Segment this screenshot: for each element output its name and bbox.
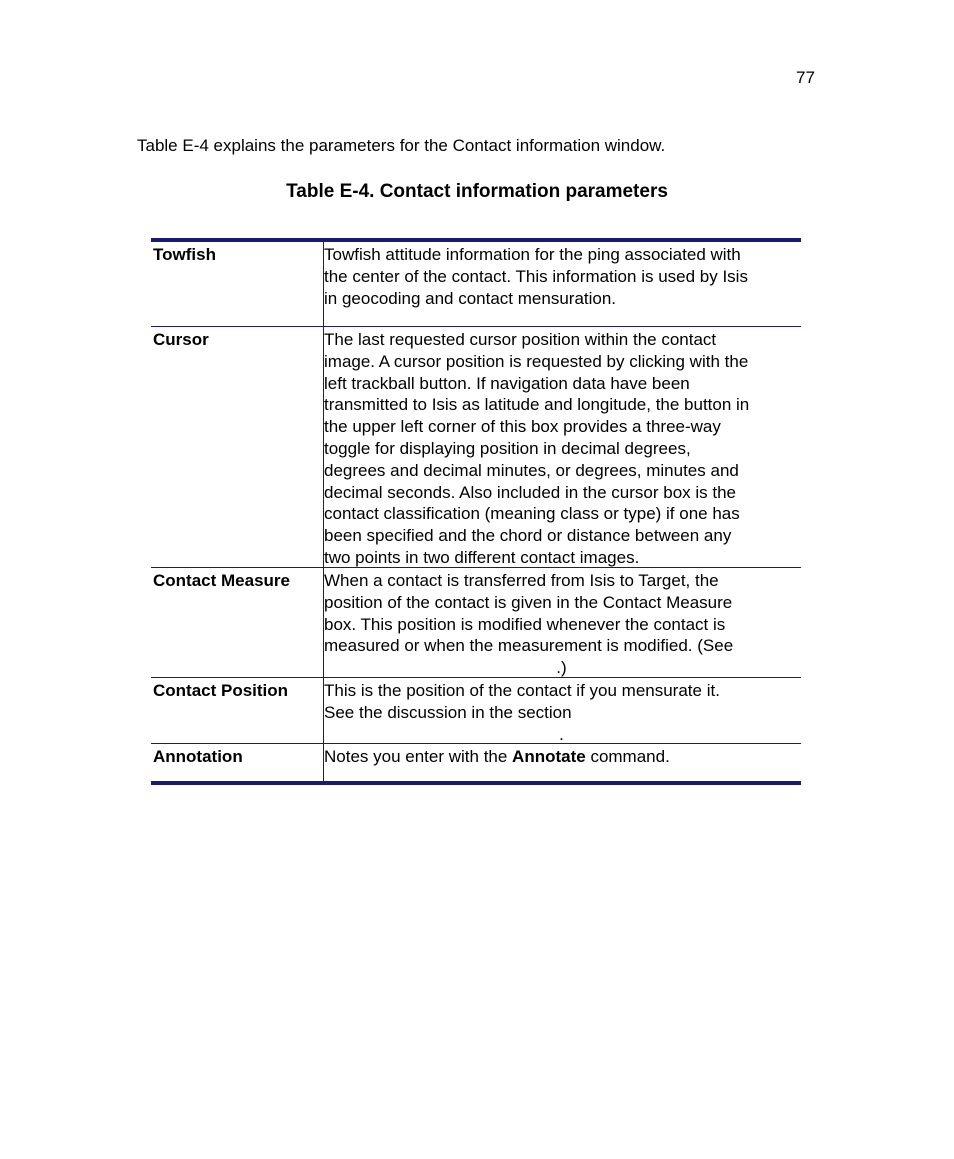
table-row-contact-measure bbox=[151, 568, 801, 678]
description-line: This is the position of the contact if you mensurate it. bbox=[324, 681, 720, 700]
description-line: two points in two different contact images. bbox=[324, 547, 640, 567]
description-line: measured or when the measurement is modified. (See bbox=[324, 636, 734, 656]
description-line bbox=[324, 746, 799, 768]
table-row-towfish bbox=[151, 242, 801, 327]
description-line: The last requested cursor position within the contact bbox=[324, 330, 717, 349]
description-line: decimal seconds. Also included in the cursor box is the bbox=[324, 482, 737, 502]
description-line: left trackball button. If navigation data have been bbox=[324, 373, 690, 393]
description-line: been specified and the chord or distance between any bbox=[324, 526, 732, 546]
table-caption: Table E-4. Contact information parameters bbox=[286, 181, 668, 202]
parameter-name: Towfish bbox=[151, 242, 324, 326]
description-line: the center of the contact. This information is used by Isis bbox=[324, 266, 748, 286]
parameter-description bbox=[324, 744, 801, 781]
description-line: . bbox=[559, 724, 564, 744]
description-text: command. bbox=[585, 747, 670, 766]
parameter-name: Cursor bbox=[151, 327, 324, 567]
description-line: .) bbox=[556, 658, 567, 678]
table-row-cursor bbox=[151, 327, 801, 568]
contact-parameters-table bbox=[151, 238, 801, 785]
page-number: 77 bbox=[796, 68, 815, 87]
parameter-description bbox=[324, 327, 801, 567]
description-line: toggle for displaying position in decimal degrees, bbox=[324, 438, 691, 458]
table-row-contact-position bbox=[151, 678, 801, 744]
intro-paragraph: Table E-4 explains the parameters for the Contact information window. bbox=[137, 136, 666, 155]
parameter-name: Annotation bbox=[151, 744, 324, 781]
description-line: When a contact is transferred from Isis to Target, the bbox=[324, 571, 719, 590]
description-line: contact classification (meaning class or type) if one has bbox=[324, 504, 740, 524]
parameter-description bbox=[324, 242, 801, 326]
description-line: See the discussion in the section bbox=[324, 702, 572, 722]
command-name: Annotate bbox=[512, 747, 586, 766]
parameter-name: Contact Measure bbox=[151, 568, 324, 677]
parameter-description bbox=[324, 568, 801, 677]
description-line: transmitted to Isis as latitude and longitude, the button in bbox=[324, 395, 750, 415]
parameter-name: Contact Position bbox=[151, 678, 324, 743]
description-line: Towfish attitude information for the ping associated with bbox=[324, 245, 741, 264]
description-line: image. A cursor position is requested by clicking with the bbox=[324, 351, 749, 371]
description-line: position of the contact is given in the Contact Measure bbox=[324, 592, 733, 612]
description-line: degrees and decimal minutes, or degrees, minutes and bbox=[324, 460, 739, 480]
description-line: the upper left corner of this box provides a three-way bbox=[324, 417, 721, 437]
parameter-description bbox=[324, 678, 801, 743]
table-row-annotation bbox=[151, 744, 801, 781]
description-line: box. This position is modified whenever the contact is bbox=[324, 614, 726, 634]
description-text: Notes you enter with the bbox=[324, 747, 513, 766]
description-line: in geocoding and contact mensuration. bbox=[324, 288, 617, 308]
